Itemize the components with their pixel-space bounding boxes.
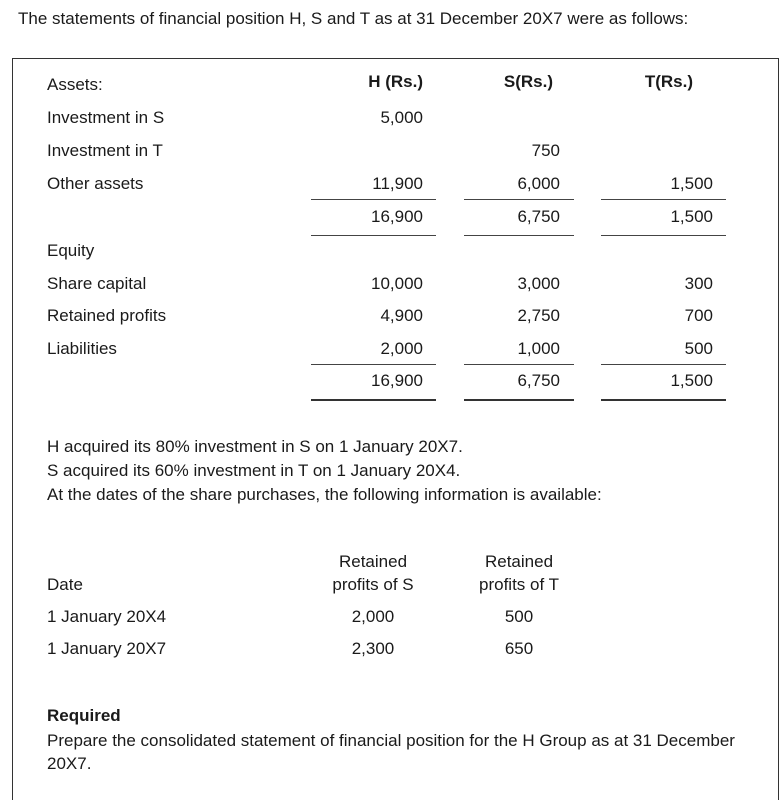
total-double-rule	[311, 399, 436, 401]
subtotal-rule	[311, 199, 436, 200]
cell-t: 500	[684, 339, 713, 358]
asset-total-s: 6,750	[517, 207, 560, 226]
asset-total-t: 1,500	[670, 207, 713, 226]
cell-t: 700	[684, 306, 713, 325]
equity-total-s: 6,750	[517, 371, 560, 390]
total-rule	[311, 235, 436, 236]
cell-h: 10,000	[371, 274, 423, 293]
cell-s: 3,000	[517, 274, 560, 293]
cell-t: 300	[684, 274, 713, 293]
row-label: Liabilities	[47, 339, 117, 358]
acq-date: 1 January 20X4	[47, 607, 167, 626]
subtotal-rule	[464, 364, 574, 365]
acq-date: 1 January 20X7	[47, 639, 167, 658]
cell-s: 6,000	[517, 174, 560, 193]
cell-t: 1,500	[670, 174, 713, 193]
cell-s: 750	[531, 141, 560, 160]
total-double-rule	[464, 399, 574, 401]
equity-total-h: 16,900	[371, 371, 423, 390]
acq-col-t-header: profits of T	[479, 575, 559, 594]
col-header-t: T(Rs.)	[644, 72, 693, 91]
col-header-s: S(Rs.)	[503, 72, 553, 91]
row-label: Investment in S	[47, 108, 165, 127]
row-label: Share capital	[47, 274, 147, 293]
cell-s: 2,750	[517, 306, 560, 325]
required-heading: Required	[47, 706, 121, 725]
cell-s: 1,000	[517, 339, 560, 358]
cell-h: 2,000	[380, 339, 423, 358]
acq-value-s: 2,300	[351, 639, 395, 658]
row-label: Investment in T	[47, 141, 163, 160]
assets-heading: Assets:	[47, 75, 103, 94]
asset-total-h: 16,900	[371, 207, 423, 226]
question-box	[12, 58, 779, 800]
acq-value-t: 500	[504, 607, 534, 626]
subtotal-rule	[311, 364, 436, 365]
cell-h: 4,900	[380, 306, 423, 325]
total-rule	[601, 235, 726, 236]
total-double-rule	[601, 399, 726, 401]
note-line: At the dates of the share purchases, the following information is available:	[47, 485, 602, 504]
subtotal-rule	[601, 199, 726, 200]
acq-value-t: 650	[504, 639, 534, 658]
note-line: S acquired its 60% investment in T on 1 January 20X4.	[47, 461, 461, 480]
acq-col-s-header: profits of S	[332, 575, 414, 594]
col-header-h: H (Rs.)	[368, 72, 423, 91]
equity-total-t: 1,500	[670, 371, 713, 390]
acq-value-s: 2,000	[351, 607, 395, 626]
row-label: Retained profits	[47, 306, 167, 325]
total-rule	[464, 235, 574, 236]
cell-h: 5,000	[380, 108, 423, 127]
acq-col-date-header: Date	[47, 575, 83, 594]
cell-h: 11,900	[372, 174, 423, 193]
subtotal-rule	[601, 364, 726, 365]
subtotal-rule	[464, 199, 574, 200]
intro-text: The statements of financial position H, S and T as at 31 December 20X7 were as follows:	[18, 9, 689, 28]
row-label: Other assets	[47, 174, 144, 193]
equity-heading: Equity	[47, 241, 95, 260]
note-line: H acquired its 80% investment in S on 1 January 20X7.	[47, 437, 463, 456]
acq-col-s-header: Retained	[338, 552, 408, 571]
acq-col-t-header: Retained	[484, 552, 554, 571]
required-text: Prepare the consolidated statement of financial position for the H Group as at 31 December 20X7.	[47, 731, 735, 773]
